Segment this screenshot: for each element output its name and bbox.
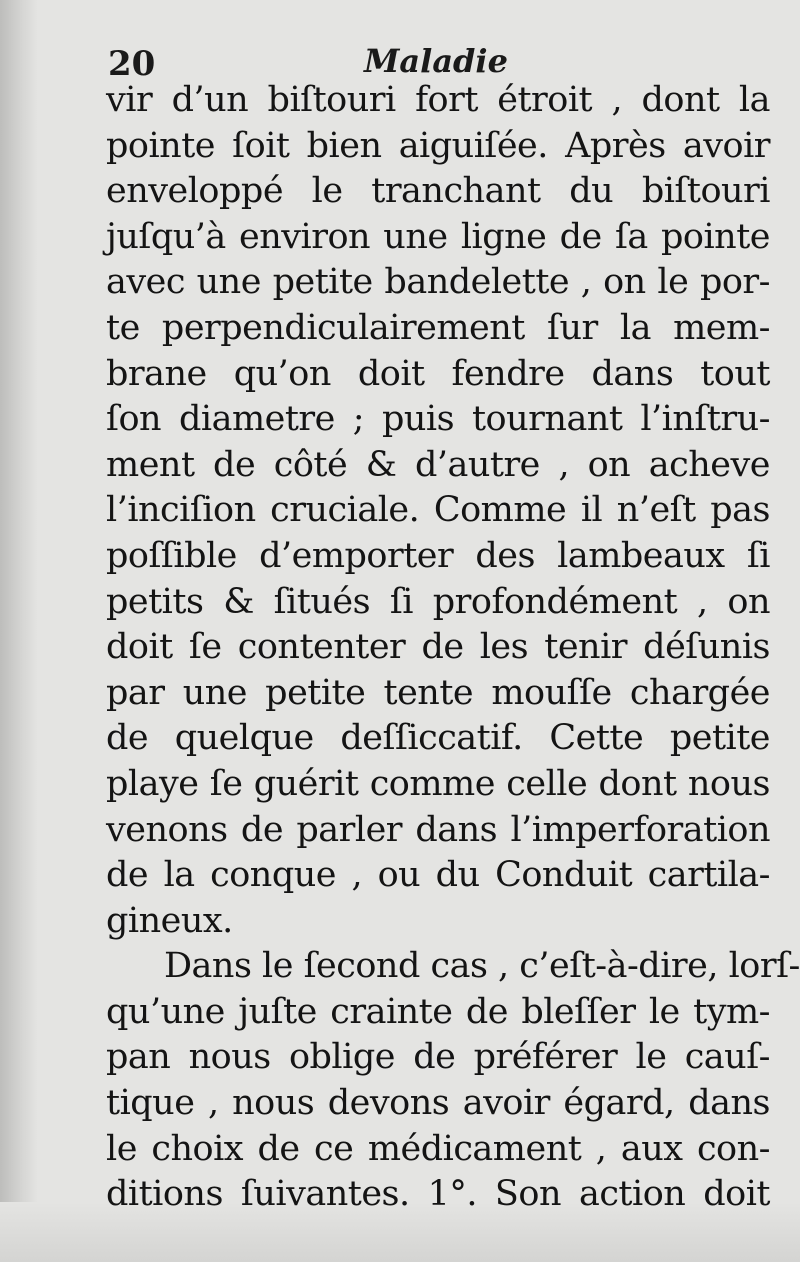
running-head: Maladie — [364, 42, 508, 80]
text-line: ditions ſuivantes. 1°. Son action doit — [106, 1174, 770, 1215]
text-line: poſſible d’emporter des lambeaux ſi — [106, 535, 770, 576]
text-line: juſqu’à environ une ligne de ſa pointe — [106, 216, 770, 257]
text-line: te perpendiculairement ſur la mem- — [106, 307, 770, 348]
text-line: brane qu’on doit fendre dans tout — [106, 353, 770, 394]
page-gutter-shadow — [0, 0, 38, 1262]
text-line: pan nous oblige de préférer le cauſ- — [106, 1037, 770, 1078]
text-line: de la conque , ou du Conduit cartila- — [106, 855, 770, 896]
text-line: vir d’un biſtouri fort étroit , dont la — [106, 80, 770, 120]
text-line: qu’une juſte crainte de bleſſer le tym- — [106, 991, 770, 1032]
text-line: venons de parler dans l’imperforation — [106, 809, 770, 850]
page-number: 20 — [108, 44, 156, 84]
text-line: pointe ſoit bien aiguiſée. Après avoir — [106, 125, 770, 166]
paragraph-first-line: Dans le ſecond cas , c’eſt-à-dire, lorſ- — [164, 946, 800, 987]
text-line: playe ſe guérit comme celle dont nous — [106, 763, 770, 804]
text-line: ſon diametre ; puis tournant l’inſtru- — [106, 399, 770, 440]
text-line: tique , nous devons avoir égard, dans — [106, 1083, 770, 1124]
text-line: par une petite tente mouſſe chargée — [106, 672, 770, 713]
text-line: petits & ſitués ſi profondément , on — [106, 581, 770, 622]
text-line: de quelque deſſiccatif. Cette petite — [106, 718, 770, 759]
text-line: gineux. — [106, 900, 233, 941]
body-text — [106, 78, 800, 1218]
text-line: le choix de ce médicament , aux con- — [106, 1128, 770, 1169]
text-line: ment de côté & d’autre , on acheve — [106, 444, 770, 485]
text-line: doit ſe contenter de les tenir déſunis — [106, 627, 770, 668]
text-line: l’inciſion cruciale. Comme il n’eſt pas — [106, 490, 770, 531]
text-line: avec une petite bandelette , on le por- — [106, 262, 770, 303]
text-line: enveloppé le tranchant du biſtouri — [106, 171, 770, 212]
